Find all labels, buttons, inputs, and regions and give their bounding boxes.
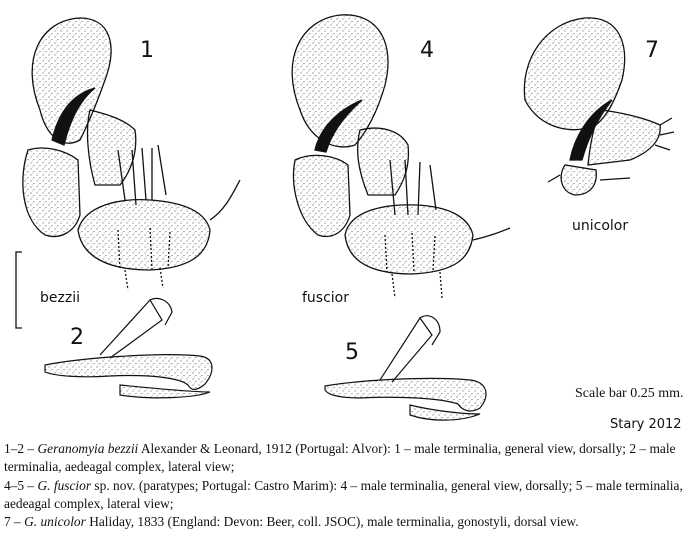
figure-7-label: unicolor — [572, 218, 629, 234]
scale-bar — [16, 252, 22, 328]
species-name: Geranomyia bezzii — [37, 441, 139, 456]
figure-5-number: 5 — [345, 340, 359, 365]
caption-line-2: 4–5 – G. fuscior sp. nov. (paratypes; Portugal: Castro Marim): 4 – male terminalia, general view, dorsally; 5 – male terminalia, aedeagal complex, lateral view; — [4, 477, 683, 511]
caption-line-1: 1–2 – Geranomyia bezzii Alexander & Leonard, 1912 (Portugal: Alvor): 1 – male terminalia, general view, dorsally; 2 – male terminalia, aedeagal complex, lateral view; — [4, 441, 676, 475]
figure-1-drawing — [23, 18, 240, 290]
figure-1-label: bezzii — [40, 290, 80, 306]
credit-text: Stary 2012 — [610, 417, 682, 432]
species-name: G. fuscior — [37, 477, 92, 493]
figure-caption — [4, 440, 696, 531]
figure-7-number: 7 — [645, 38, 659, 63]
figure-4-drawing — [292, 15, 510, 298]
species-name: G. unicolor — [24, 514, 86, 530]
figure-4-number: 4 — [420, 38, 434, 63]
figure-2-number: 2 — [70, 325, 84, 350]
caption-line-3: 7 – G. unicolor Haliday, 1833 (England: Devon: Beer, coll. JSOC), male terminalia, gonostyli, dorsal view. — [4, 514, 579, 530]
figure-1-number: 1 — [140, 38, 154, 63]
scale-bar-text: Scale bar 0.25 mm. — [575, 386, 684, 401]
figure-5-drawing — [325, 316, 486, 420]
figure-4-label: fuscior — [302, 290, 350, 306]
